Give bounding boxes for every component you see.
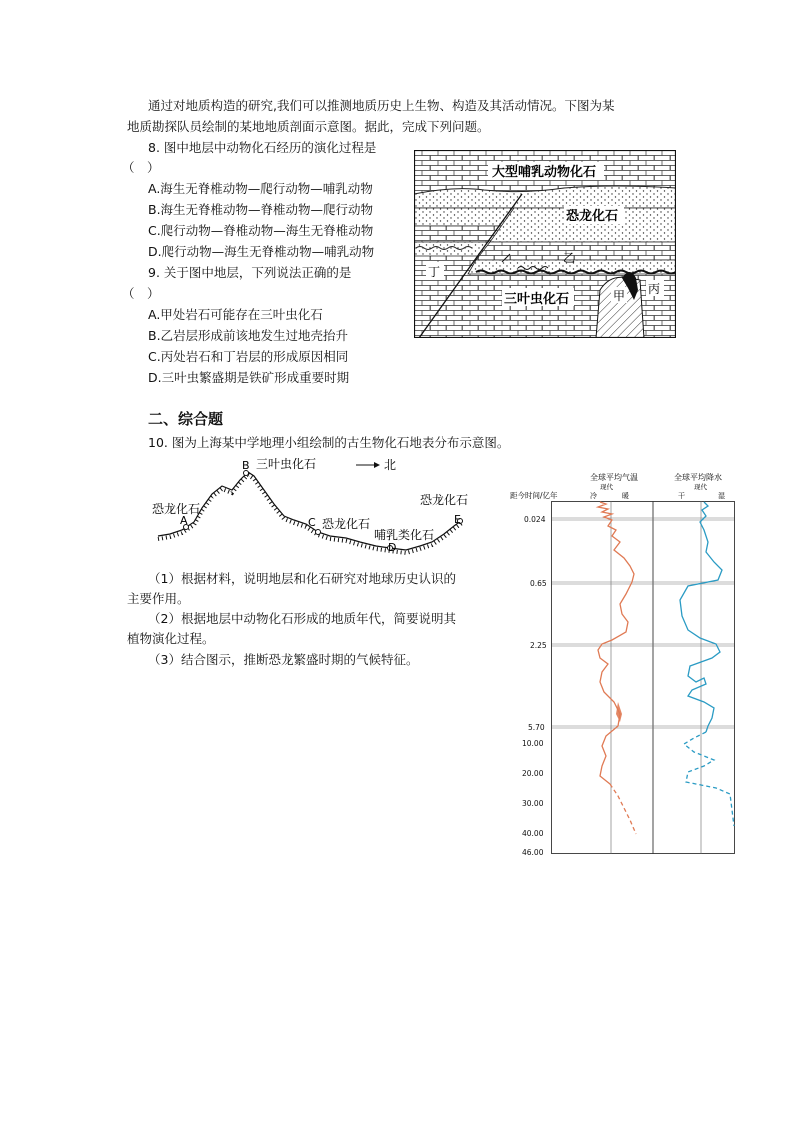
q8-option-b: B.海生无脊椎动物—脊椎动物—爬行动物	[148, 202, 374, 217]
label-ding: 丁	[428, 265, 441, 279]
prec-title: 全球平均降水	[674, 473, 722, 482]
q10-sub-2-cont: 植物演化过程。	[127, 631, 215, 646]
tick-1000: 10.00	[522, 739, 544, 748]
temp-title: 全球平均气温	[590, 473, 638, 482]
q10-sub-1: （1）根据材料，说明地层和化石研究对地球历史认识的	[148, 571, 456, 586]
tick-2000: 20.00	[522, 769, 544, 778]
tick-3000: 30.00	[522, 799, 544, 808]
label-trilobite-top: 三叶虫化石	[256, 457, 317, 471]
tick-570: 5.70	[528, 723, 545, 732]
q8-stem: 8. 图中地层中动物化石经历的演化过程是	[148, 140, 377, 155]
temperature-band-dark	[616, 702, 622, 722]
q10-sub-1-cont: 主要作用。	[127, 591, 190, 606]
label-trilobite-fossil: 三叶虫化石	[504, 292, 570, 307]
label-jia: 甲	[613, 289, 626, 303]
prec-wet: 湿	[718, 492, 725, 500]
q8-option-d: D.爬行动物—海生无脊椎动物—哺乳动物	[148, 244, 375, 259]
tick-0024: 0.024	[524, 515, 546, 524]
precipitation-curve-dashed	[684, 732, 734, 826]
point-b: B	[242, 459, 250, 472]
q10-sub-2: （2）根据地层中动物化石形成的地质年代，简要说明其	[148, 611, 456, 626]
axis-label: 距今时间/亿年	[510, 491, 558, 500]
intro-line-2: 地质勘探队员绘制的某地地质剖面示意图。据此，完成下列问题。	[127, 119, 490, 134]
temp-cold: 冷	[590, 492, 597, 500]
q10-stem: 10. 图为上海某中学地理小组绘制的古生物化石地表分布示意图。	[148, 435, 510, 450]
label-dino-left: 恐龙化石	[152, 502, 201, 516]
q8-paren: （ ）	[122, 160, 160, 175]
label-dino-right: 恐龙化石	[420, 493, 469, 507]
point-c: C	[308, 516, 316, 529]
prec-now: 现代	[694, 483, 707, 491]
label-mammal: 哺乳类化石	[374, 528, 435, 542]
q9-option-b: B.乙岩层形成前该地发生过地壳抬升	[148, 328, 349, 343]
tick-4600: 46.00	[522, 848, 544, 857]
q9-option-c: C.丙处岩石和丁岩层的形成原因相同	[148, 349, 349, 364]
q9-option-a: A.甲处岩石可能存在三叶虫化石	[148, 307, 323, 322]
intro-line-1: 通过对地质构造的研究,我们可以推测地质历史上生物、构造及其活动情况。下图为某	[148, 98, 615, 113]
temperature-curve	[598, 502, 634, 784]
temperature-curve-dashed	[610, 784, 636, 834]
tick-4000: 40.00	[522, 829, 544, 838]
geologic-profile-diagram	[414, 150, 676, 338]
label-north: 北	[384, 458, 397, 472]
q9-paren: （ ）	[122, 286, 160, 301]
point-a: A	[180, 514, 188, 527]
label-bing: 丙	[648, 282, 661, 296]
point-e: E	[454, 513, 461, 526]
q9-option-d: D.三叶虫繁盛期是铁矿形成重要时期	[148, 370, 350, 385]
label-yi: 乙	[563, 251, 576, 265]
temp-now: 现代	[600, 483, 613, 491]
q8-option-a: A.海生无脊椎动物—爬行动物—哺乳动物	[148, 181, 373, 196]
fossil-terrain-diagram	[150, 454, 490, 558]
q8-option-c: C.爬行动物—脊椎动物—海生无脊椎动物	[148, 223, 374, 238]
point-d: D	[388, 541, 397, 554]
label-dino-mid: 恐龙化石	[322, 517, 371, 531]
prec-dry: 干	[678, 492, 685, 500]
tick-225: 2.25	[530, 641, 547, 650]
section-2-title: 二、综合题	[148, 410, 224, 428]
temp-warm: 暖	[622, 492, 629, 500]
label-mammal-fossil: 大型哺乳动物化石	[492, 165, 597, 180]
q9-stem: 9. 关于图中地层，下列说法正确的是	[148, 265, 352, 280]
label-dino-fossil: 恐龙化石	[566, 209, 619, 224]
tick-065: 0.65	[530, 579, 547, 588]
q10-sub-3: （3）结合图示，推断恐龙繁盛时期的气候特征。	[148, 652, 419, 667]
climate-history-chart	[508, 470, 744, 858]
